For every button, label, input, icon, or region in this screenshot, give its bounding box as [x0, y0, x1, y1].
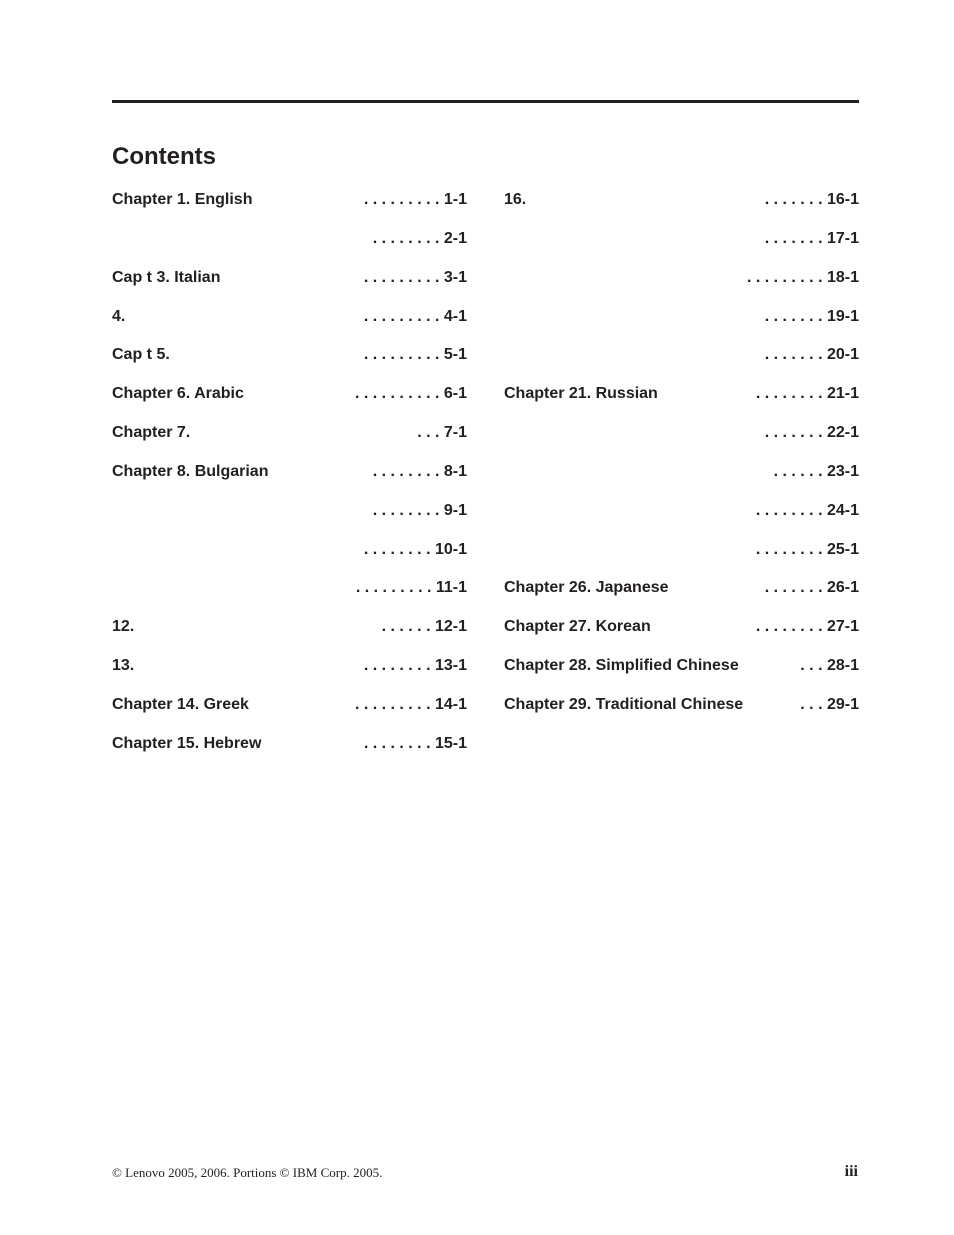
- toc-entry-leader-and-page: [373, 462, 467, 482]
- footer-copyright: © Lenovo 2005, 2006. Portions © IBM Corp. 2005.: [112, 1165, 383, 1180]
- toc-entry[interactable]: [504, 374, 859, 413]
- toc-page-number: 24-1: [826, 501, 859, 519]
- toc-entry-leader-and-page: [774, 462, 859, 482]
- toc-dot-leader: . . . . . . . .: [755, 501, 823, 519]
- toc-page-number: 1-1: [443, 191, 467, 208]
- toc-entry-label: Chapter 15. Hebrew: [112, 734, 262, 752]
- toc-dot-leader: . . . . . .: [773, 462, 823, 480]
- toc-entry[interactable]: [112, 374, 467, 413]
- toc-entry[interactable]: [504, 646, 859, 685]
- toc-page-number: 21-1: [826, 385, 859, 403]
- toc-entry-leader-and-page: [756, 501, 859, 521]
- toc-entry-leader-and-page: [364, 190, 467, 210]
- toc-entry[interactable]: [112, 180, 467, 219]
- page-title: Contents: [112, 143, 216, 170]
- toc-entry-leader-and-page: [756, 617, 859, 637]
- toc-entry-label: Chapter 7.: [112, 424, 191, 442]
- toc-dot-leader: . . . . . . .: [764, 424, 823, 442]
- toc-entry-leader-and-page: [765, 423, 859, 443]
- toc-dot-leader: . . . . . . . . .: [363, 191, 440, 208]
- toc-page-number: 6-1: [443, 385, 467, 403]
- toc-entry[interactable]: [112, 297, 467, 336]
- toc-page-number: 23-1: [826, 462, 859, 480]
- toc-page-number: 3-1: [443, 268, 467, 286]
- toc-entry[interactable]: [504, 219, 859, 258]
- toc-entry-label: 16.: [504, 191, 527, 208]
- toc-entry-leader-and-page: [756, 540, 859, 560]
- toc-page-number: 26-1: [826, 579, 859, 597]
- toc-entry-leader-and-page: [364, 345, 467, 365]
- toc-entry-leader-and-page: [747, 268, 859, 288]
- toc-entry-leader-and-page: [765, 190, 859, 210]
- toc-dot-leader: . . . . . . . .: [363, 657, 431, 675]
- toc-page-number: 29-1: [826, 695, 859, 713]
- toc-dot-leader: . . . . . . . .: [372, 501, 440, 519]
- toc-entry[interactable]: [112, 607, 467, 646]
- toc-dot-leader: . . . . . . . . .: [363, 307, 440, 325]
- toc-entry-leader-and-page: [364, 734, 467, 754]
- toc-dot-leader: . . . . . . . .: [372, 462, 440, 480]
- toc-dot-leader: . . . . . . . . .: [363, 268, 440, 286]
- toc-page-number: 28-1: [826, 657, 859, 675]
- toc-entry-label: Chapter 27. Korean: [504, 618, 651, 636]
- toc-entry[interactable]: [504, 452, 859, 491]
- toc-page-number: 14-1: [434, 695, 467, 713]
- toc-page-number: 4-1: [443, 307, 467, 325]
- toc-entry-leader-and-page: [356, 578, 467, 598]
- toc-entry-label: 13.: [112, 657, 135, 675]
- toc-page-number: 25-1: [826, 540, 859, 558]
- toc-dot-leader: . . . . . . . .: [755, 385, 823, 403]
- toc-entry-label: Chapter 14. Greek: [112, 695, 249, 713]
- toc-entry[interactable]: [112, 724, 467, 763]
- toc-dot-leader: . . . . . . .: [764, 346, 823, 364]
- toc-dot-leader: . . . . . . . .: [755, 618, 823, 636]
- toc-entry[interactable]: [112, 335, 467, 374]
- toc-page-number: 18-1: [826, 268, 859, 286]
- toc-entry[interactable]: [504, 607, 859, 646]
- toc-entry-label: Chapter 21. Russian: [504, 385, 658, 403]
- toc-page-number: 11-1: [435, 579, 467, 597]
- toc-entry-label: Chapter 1. English: [112, 191, 253, 208]
- toc-dot-leader: . . .: [800, 695, 823, 713]
- footer-page-number: iii: [844, 1163, 858, 1180]
- toc-entry[interactable]: [504, 491, 859, 530]
- toc-entry[interactable]: [112, 530, 467, 569]
- toc-entry-leader-and-page: [373, 501, 467, 521]
- toc-entry[interactable]: [112, 258, 467, 297]
- toc-page-number: 20-1: [826, 346, 859, 364]
- toc-page-number: 10-1: [434, 540, 467, 558]
- toc-entry-leader-and-page: [765, 345, 859, 365]
- toc-page-number: 8-1: [443, 462, 467, 480]
- toc-entry-leader-and-page: [355, 384, 467, 404]
- toc-entry-leader-and-page: [756, 384, 859, 404]
- toc-entry-leader-and-page: [382, 617, 467, 637]
- toc-entry-leader-and-page: [364, 656, 467, 676]
- toc-entry[interactable]: [504, 530, 859, 569]
- toc-entry[interactable]: [504, 685, 859, 724]
- toc-entry-leader-and-page: [417, 423, 467, 443]
- toc-entry-leader-and-page: [373, 229, 467, 249]
- toc-entry-leader-and-page: [800, 656, 859, 676]
- toc-dot-leader: . . . . . . . . . .: [354, 385, 440, 403]
- toc-left-column: [112, 180, 467, 763]
- toc-dot-leader: . . . . . . . .: [363, 540, 431, 558]
- toc-dot-leader: . . . . . . . .: [363, 734, 431, 752]
- toc-entry[interactable]: [112, 491, 467, 530]
- toc-entry-label: 4.: [112, 307, 126, 325]
- toc-entry[interactable]: [504, 413, 859, 452]
- toc-dot-leader: . . . . . . . . .: [355, 579, 432, 597]
- toc-dot-leader: . . . . . . .: [764, 579, 823, 597]
- toc-entry-label: Cap t 5.: [112, 346, 170, 364]
- toc-dot-leader: . . . . . . . . .: [746, 268, 823, 286]
- toc-entry[interactable]: [504, 258, 859, 297]
- toc-entry[interactable]: [112, 452, 467, 491]
- toc-page-number: 9-1: [443, 501, 467, 519]
- toc-page-number: 22-1: [826, 424, 859, 442]
- toc-entry-leader-and-page: [765, 307, 859, 327]
- toc-entry-leader-and-page: [364, 540, 467, 560]
- toc-entry-label: Chapter 28. Simplified Chinese: [504, 657, 739, 675]
- header-rule: [112, 100, 859, 103]
- toc-page-number: 27-1: [826, 618, 859, 636]
- toc-entry-label: Chapter 26. Japanese: [504, 579, 669, 597]
- toc-entry-label: Chapter 29. Traditional Chinese: [504, 695, 744, 713]
- toc-entry-leader-and-page: [765, 229, 859, 249]
- toc-right-column: [504, 180, 859, 724]
- toc-dot-leader: . . . . . . . . .: [354, 695, 431, 713]
- toc-entry-label: Chapter 6. Arabic: [112, 385, 244, 403]
- toc-entry[interactable]: [112, 219, 467, 258]
- toc-page-number: 16-1: [826, 191, 859, 208]
- toc-page-number: 17-1: [826, 229, 859, 247]
- toc-dot-leader: . . . . . . . .: [755, 540, 823, 558]
- toc-dot-leader: . . . . . . .: [764, 307, 823, 325]
- toc-dot-leader: . . . . . .: [381, 618, 431, 636]
- toc-dot-leader: . . . . . . . .: [372, 229, 440, 247]
- toc-dot-leader: . . . . . . . . .: [363, 346, 440, 364]
- toc-page-number: 19-1: [826, 307, 859, 325]
- toc-entry[interactable]: [112, 413, 467, 452]
- toc-entry[interactable]: [112, 685, 467, 724]
- toc-entry-leader-and-page: [765, 578, 859, 598]
- toc-page-number: 15-1: [434, 734, 467, 752]
- toc-entry-leader-and-page: [800, 695, 859, 715]
- toc-page-number: 5-1: [443, 346, 467, 364]
- toc-dot-leader: . . . . . . .: [764, 191, 823, 208]
- toc-page-number: 12-1: [434, 618, 467, 636]
- toc-entry-label: Cap t 3. Italian: [112, 268, 221, 286]
- toc-dot-leader: . . . . . . .: [764, 229, 823, 247]
- toc-entry-leader-and-page: [364, 268, 467, 288]
- toc-entry-leader-and-page: [364, 307, 467, 327]
- toc-page-number: 2-1: [443, 229, 467, 247]
- toc-entry[interactable]: [504, 335, 859, 374]
- toc-page-number: 7-1: [443, 424, 467, 442]
- toc-entry[interactable]: [112, 646, 467, 685]
- toc-entry[interactable]: [112, 568, 467, 607]
- toc-entry-leader-and-page: [355, 695, 467, 715]
- toc-dot-leader: . . .: [800, 657, 823, 675]
- toc-page-number: 13-1: [434, 657, 467, 675]
- toc-entry[interactable]: [504, 568, 859, 607]
- toc-entry[interactable]: [504, 180, 859, 219]
- toc-dot-leader: . . .: [417, 424, 440, 442]
- toc-entry-label: Chapter 8. Bulgarian: [112, 462, 269, 480]
- toc-entry-label: 12.: [112, 618, 135, 636]
- toc-entry[interactable]: [504, 297, 859, 336]
